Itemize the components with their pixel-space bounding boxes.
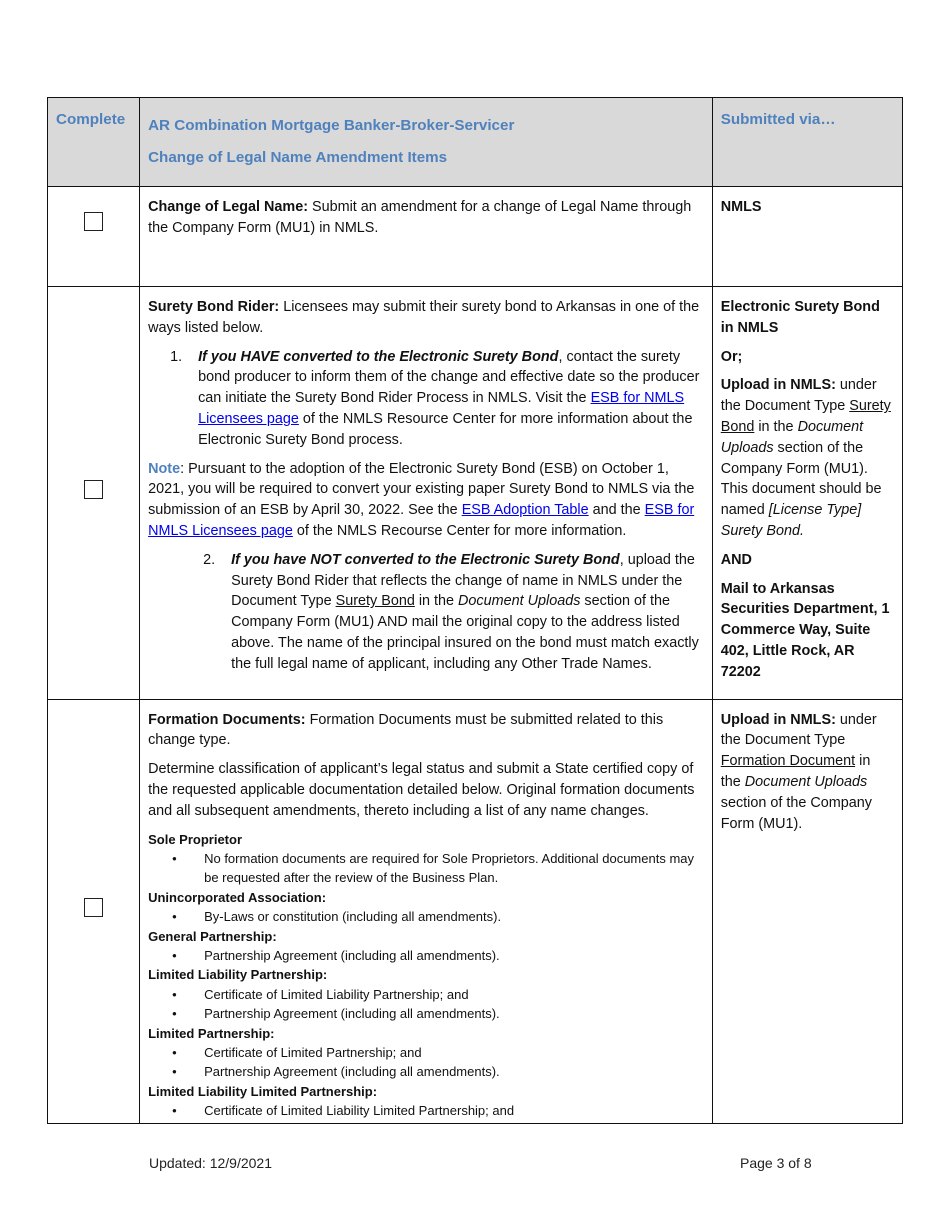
text: and the [588,502,645,519]
bullet-icon: • [172,1103,177,1119]
text: , contact the surety bond producer to inform them of the change and effective date so the producer can initiate the Surety Bond Rider Process in NMLS. Visit the [198,348,700,407]
via-nmls: NMLS [720,199,762,215]
text: of the NMLS Resource Center for more information about the Electronic Surety Bond process. [198,410,693,448]
doc-type: Surety Bond [720,398,891,435]
option-2-emphasis: If you have NOT converted to the Electronic Surety Bond [231,551,620,568]
bullet-text: Partnership Agreement (including all amendments). [204,1064,500,1080]
header-title-line2: Change of Legal Name Amendment Items [148,149,448,166]
doc-type: Surety Bond [335,593,415,610]
bullet-icon: • [172,1006,177,1022]
text: in the [754,418,798,435]
esb-licensees-link-2[interactable]: ESB for NMLS Licensees page [148,502,695,539]
item-cell [140,287,713,700]
group-heading: Limited Liability Limited Partnership: [148,1083,378,1099]
formation-intro [148,710,704,752]
header-complete: Complete [48,98,140,187]
upload-label: Upload in NMLS: [720,377,836,394]
header-submitted-via: Submitted via… [712,98,902,187]
upload-label: Upload in NMLS: [720,711,836,728]
text: section of the Company Form (MU1). [720,794,872,832]
bullet-icon: • [172,947,177,963]
group-heading: Sole Proprietor [148,831,243,847]
bullet-icon: • [172,1064,177,1080]
bullet-text: Partnership Agreement (including all amendments). [204,947,500,963]
header-title-line1: AR Combination Mortgage Banker-Broker-Servicer [148,117,515,134]
via-cell [712,699,902,1123]
complete-cell [48,699,140,1123]
document-name: [License Type] Surety Bond. [720,502,862,539]
amendment-items-table [47,97,903,1124]
doc-type: Formation Document [720,753,856,770]
list-item [148,985,704,1004]
option-2-text [231,550,704,675]
option-1-text [198,347,704,451]
via-and: AND [720,551,752,568]
item-label: Surety Bond Rider: [148,299,280,315]
bullet-text: By-Laws or constitution (including all amendments). [204,909,502,925]
complete-cell [48,287,140,700]
text: of the NMLS Recourse Center for more information. [292,522,627,539]
item-label: Change of Legal Name: [148,199,309,215]
surety-option-1 [148,347,704,451]
list-item [148,907,704,926]
formation-para2: Determine classification of applicant’s legal status and submit a State certified copy of the requested applicable documentation detailed below. Original formation documents and all subsequent amendments, thereto including a list of any name changes. [148,761,695,819]
via-mail-address: Mail to Arkansas Securities Department, 1 Commerce Way, Suite 402, Little Rock, AR 72202 [720,580,890,680]
bullet-icon: • [172,850,177,866]
via-cell [712,187,902,287]
bullet-text: No formation documents are required for Sole Proprietors. Additional documents may be requested after the review of the Business Plan. [204,850,695,886]
footer-updated-date: Updated: 12/9/2021 [149,1155,272,1171]
text: under the Document Type [720,711,877,749]
group-heading: Limited Liability Partnership: [148,967,328,983]
list-number: 1. [170,348,183,365]
table-row-surety-bond-rider [48,287,903,700]
group-heading: Unincorporated Association: [148,889,327,905]
item-text: Licensees may submit their surety bond to Arkansas in one of the ways listed below. [148,299,700,336]
option-1-emphasis: If you HAVE converted to the Electronic Surety Bond [198,348,559,365]
item-text: Formation Documents must be submitted related to this change type. [148,711,664,749]
item-text: Submit an amendment for a change of Legal Name through the Company Form (MU1) in NMLS. [148,199,692,236]
entity-groups [148,830,704,1121]
list-item [148,1043,704,1062]
text: section of the Company Form (MU1) AND mail the original copy to the address listed above. The name of the principal insured on the bond must match exactly the full legal name of applicant, including any Other Trade Names. [231,593,699,672]
footer-page-number: Page 3 of 8 [740,1155,812,1171]
table-header-row [48,98,903,187]
complete-cell [48,187,140,287]
text: under the Document Type [720,377,877,415]
group-heading: Limited Partnership: [148,1025,275,1041]
esb-adoption-table-link[interactable]: ESB Adoption Table [461,502,589,519]
bullet-text: Certificate of Limited Partnership; and [204,1045,422,1060]
complete-checkbox-formation[interactable] [84,898,103,917]
via-or: Or; [720,348,743,365]
list-number: 2. [203,551,216,568]
section-name: Document Uploads [458,593,581,610]
item-cell [140,187,713,287]
complete-checkbox-surety-bond[interactable] [84,480,103,499]
bullet-icon: • [172,1045,177,1060]
via-cell [712,287,902,700]
note-label: Note [148,460,181,477]
via-esb: Electronic Surety Bond in NMLS [720,299,880,336]
text: , upload the Surety Bond Rider that reflects the change of name in NMLS under the Document Type [231,551,695,610]
section-name: Document Uploads [744,773,868,790]
via-upload [721,375,894,541]
text: section of the Company Form (MU1). This document should be named [720,439,882,519]
group-heading: General Partnership: [148,928,277,944]
header-title [140,98,713,187]
list-item [148,1062,704,1081]
list-item [148,849,704,888]
text: in the [414,593,459,610]
esb-licensees-link[interactable]: ESB for NMLS Licensees page [198,390,685,427]
list-item [148,946,704,965]
text: : Pursuant to the adoption of the Electronic Surety Bond (ESB) on October 1, 2021, you will be required to convert your existing paper Surety Bond to NMLS via the submission of an ESB by April 30, 2022. See the [148,460,695,519]
esb-note [148,459,704,542]
item-cell [140,699,713,1123]
bullet-text: Certificate of Limited Liability Limited Partnership; and [204,1103,515,1119]
list-item [148,1101,704,1120]
via-upload-formation [721,710,894,835]
table-row-formation-documents [48,699,903,1123]
surety-option-2 [148,550,704,675]
list-item [148,1004,704,1023]
bullet-text: Partnership Agreement (including all amendments). [204,1006,500,1022]
bullet-icon: • [172,986,177,1002]
legal-name-text [148,197,704,239]
item-label: Formation Documents: [148,711,306,728]
bullet-icon: • [172,909,177,925]
surety-intro [148,297,704,339]
section-name: Document Uploads [720,418,864,456]
bullet-text: Certificate of Limited Liability Partnership; and [204,986,469,1002]
text: in the [720,753,871,790]
table-row-change-of-legal-name [48,187,903,287]
complete-checkbox-legal-name[interactable] [84,212,103,231]
